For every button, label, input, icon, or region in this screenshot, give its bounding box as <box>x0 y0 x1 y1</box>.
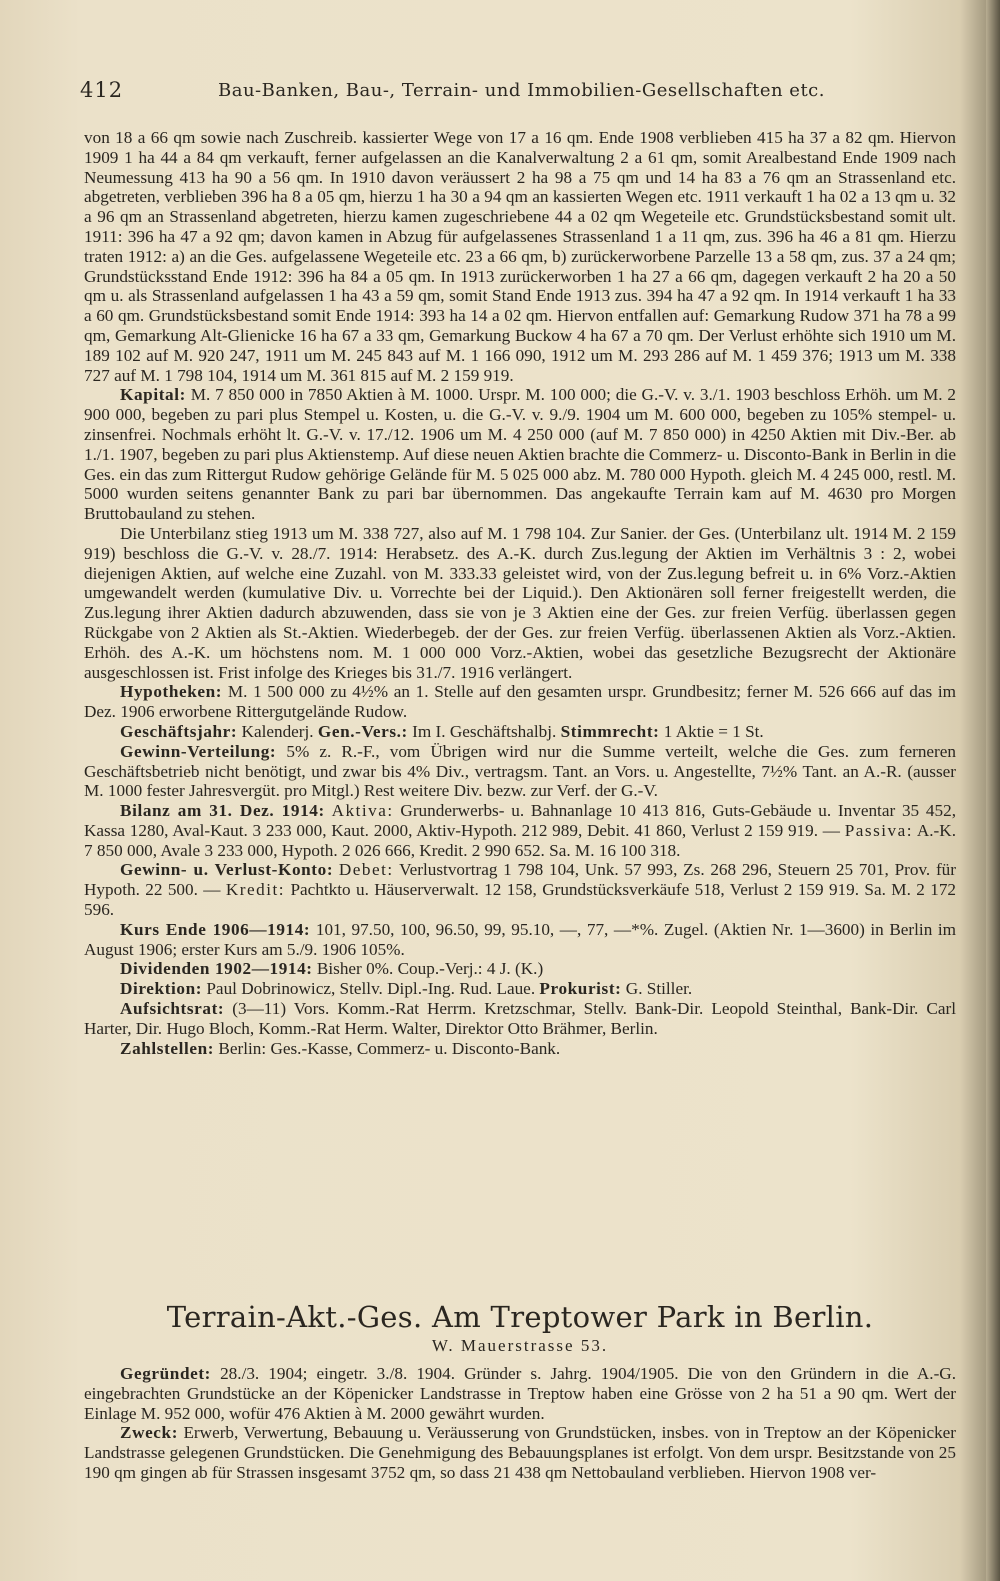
hypotheken-paragraph <box>84 682 956 722</box>
direktion-label: Direktion: <box>120 979 203 999</box>
section-address: W. Mauerstrasse 53. <box>431 1336 609 1355</box>
aufsichtsrat-paragraph <box>84 999 956 1039</box>
zweck-paragraph <box>84 1423 956 1482</box>
debet-text: Verlustvortrag 1 798 104, Unk. 57 993, Zs. 268 296, Steuern 25 701, Prov. für Hypoth. 22 500. — <box>84 860 956 900</box>
geschaeftsjahr-text: Kalenderj. <box>241 721 314 741</box>
gewinn-verteilung-label: Gewinn-Verteilung: <box>120 741 277 761</box>
aufsichtsrat-label: Aufsichtsrat: <box>120 999 225 1019</box>
kurs-paragraph <box>84 920 956 960</box>
dividenden-paragraph <box>84 959 956 979</box>
gewinn-verteilung-paragraph <box>84 742 956 801</box>
unterbilanz-paragraph: Die Unterbilanz stieg 1913 um M. 338 727, also auf M. 1 798 104. Zur Sanier. der Ges. (Unterbilanz ult. 1914 M. 2 159 919) beschloss die G.-V. v. 28./7. 1914: Herabsetz. des A.-K. durch Zus.legung der Aktien im Verhältnis 3 : 2, wobei diejenigen Aktien, auf welche eine Zuzahl. von M. 333.33 geleistet wird, von der Zus.legung befreit u. in 6% Vorz.-Aktien umgewandelt werden (kumulative Div. u. Vorrechte bei der Liquid.). Den Aktionären soll ferner freigestellt werden, die Zus.legung ihrer Aktien dadurch abzuwenden, dass sie von je 3 Aktien eine der Ges. zur freien Verfüg. überlassen gegen Rückgabe von 2 Aktien als St.-Aktien. Wiederbegeb. der der Ges. zur freien Verfüg. überlassenen Aktien als Vorz.-Aktien. Erhöh. des A.-K. um höchstens nom. M. 1 000 000 Vorz.-Aktien, wobei das gesetzliche Bezugsrecht der Aktionäre ausgeschlossen ist. Frist infolge des Krieges bis 31./7. 1916 verlängert. <box>84 523 956 682</box>
kurs-text: 101, 97.50, 100, 96.50, 99, 95.10, —, 77, —*%. Zugel. (Aktien Nr. 1—3600) in Berlin im August 1906; erster Kurs am 5./9. 1906 105%. <box>84 919 957 959</box>
dividenden-label: Dividenden 1902—1914: <box>120 959 313 979</box>
direktion-text: Paul Dobrinowicz, Stellv. Dipl.-Ing. Rud. Laue. <box>206 979 536 999</box>
gen-vers-text: Im I. Geschäftshalbj. <box>412 721 557 741</box>
kapital-paragraph <box>84 385 956 524</box>
gegruendet-text: 28./3. 1904; eingetr. 3./8. 1904. Gründer s. Jahrg. 1904/1905. Die von den Gründern in die A.-G. eingebrachten Grundstücke an der Köpenicker Landstrasse in Treptow haben eine Grösse von 2 ha 51 a 90 qm. Wert der Einlage M. 952 000, wofür 476 Aktien à M. 2000 gewährt wurden. <box>84 1364 957 1423</box>
gen-vers-label: Gen.-Vers.: <box>317 721 408 741</box>
debet-label: Debet: <box>338 860 394 880</box>
gewinn-verlust-paragraph <box>84 860 956 919</box>
running-head: Bau-Banken, Bau-, Terrain- und Immobilien-Gesellschaften etc. <box>218 80 825 101</box>
bilanz-paragraph <box>84 801 956 860</box>
page-number: 412 <box>80 78 124 102</box>
hypotheken-text: M. 1 500 000 zu 4½% an 1. Stelle auf den gesamten urspr. Grundbesitz; ferner M. 526 666 auf das im Dez. 1906 erworbene Rittergutgelände Rudow. <box>84 682 956 722</box>
gewinn-verteilung-text: 5% z. R.-F., vom Übrigen wird nur die Summe verteilt, welche die Ges. zum ferneren Geschäftsbetrieb nicht benötigt, und zwar bis 4% Div., vertragsm. Tant. an Vors. u. Angestellte, 7½% Tant. an A.-R. (ausser M. 1000 fester Jahresvergüt. pro Mitgl.) Rest weitere Div. bezw. zur Verf. der G.-V. <box>84 741 957 801</box>
zweck-label: Zweck: <box>120 1423 179 1443</box>
book-binding-edge <box>986 0 1000 1581</box>
dividenden-text: Bisher 0%. Coup.-Verj.: 4 J. (K.) <box>316 959 544 979</box>
kredit-label: Kredit: <box>225 880 286 900</box>
geschaeftsjahr-label: Geschäftsjahr: <box>120 721 238 741</box>
gegruendet-label: Gegründet: <box>120 1364 211 1383</box>
zahlstellen-text: Berlin: Ges.-Kasse, Commerz- u. Disconto-Bank. <box>218 1038 561 1058</box>
prokurist-label: Prokurist: <box>539 979 622 999</box>
geschaeftsjahr-paragraph <box>84 722 956 742</box>
main-text <box>84 128 956 1058</box>
aktiva-label: Aktiva: <box>331 801 394 821</box>
prokurist-text: G. Stiller. <box>625 979 693 999</box>
kredit-text: Pachtkto u. Häuserverwalt. 12 158, Grundstücksverkäufe 518, Verlust 2 159 919. Sa. M. 2 172 596. <box>84 880 957 920</box>
section-text <box>84 1364 956 1483</box>
kapital-text: M. 7 850 000 in 7850 Aktien à M. 1000. Urspr. M. 100 000; die G.-V. v. 3./1. 1903 beschloss Erhöh. um M. 2 900 000, begeben zu pari plus Stempel u. Kosten, u. die G.-V. v. 9./9. 1904 um M. 600 000, begeben zu 105% stempel- u. zinsenfrei. Nochmals erhöht lt. G.-V. v. 17./12. 1906 um M. 4 250 000 (auf M. 7 850 000) in 4250 Aktien mit Div.-Ber. ab 1./1. 1907, begeben zu pari plus Aktienstemp. Auf diese neuen Aktien brachte die Commerz- u. Disconto-Bank in Berlin in die Ges. ein das zum Rittergut Rudow gehörige Gelände für M. 5 025 000 abz. M. 780 000 Hypoth. gleich M. 4 245 000, restl. M. 5000 wurden seitens genannter Bank zu pari bar übernommen. Das angekaufte Terrain kam auf M. 4630 pro Morgen Bruttobauland zu stehen. <box>84 385 957 524</box>
section-title: Terrain-Akt.-Ges. Am Treptower Park in Berlin. <box>166 1300 874 1334</box>
bilanz-label: Bilanz am 31. Dez. 1914: <box>120 801 325 821</box>
kapital-label: Kapital: <box>120 385 186 405</box>
passiva-label: Passiva: <box>844 820 914 840</box>
passiva-text: A.-K. 7 850 000, Avale 3 233 000, Hypoth. 2 026 666, Kredit. 2 990 652. Sa. M. 16 100 318. <box>84 820 956 860</box>
zweck-text: Erwerb, Verwertung, Bebauung u. Veräusserung von Grundstücken, insbes. von in Treptow an der Köpenicker Landstrasse gelegenen Grundstücken. Die Genehmigung des Bebauungsplanes ist erfolgt. Von dem urspr. Besitzstande von 25 190 qm gingen ab für Strassen insgesamt 3752 qm, so dass 21 438 qm Nettobauland verblieben. Hiervon 1908 ver- <box>84 1423 957 1482</box>
kurs-label: Kurs Ende 1906—1914: <box>120 919 311 939</box>
intro-paragraph: von 18 a 66 qm sowie nach Zuschreib. kassierter Wege von 17 a 16 qm. Ende 1908 verblieben 415 ha 37 a 82 qm. Hiervon 1909 1 ha 44 a 84 qm verkauft, ferner aufgelassen an die Kanalverwaltung 2 a 61 qm, somit Arealbestand Ende 1909 nach Neumessung 413 ha 90 a 56 qm. In 1910 davon veräussert 2 ha 98 a 75 qm und 14 ha 83 a 76 qm an Strassenland etc. abgetreten, verblieben 396 ha 8 a 05 qm, hierzu 1 ha 30 a 94 qm an kassierten Wegen etc. 1911 verkauft 1 ha 02 a 13 qm u. 32 a 96 qm an Strassenland abgetreten, hierzu kamen zugeschriebene 44 a 02 qm Wegeteile etc. Grundstücksbestand somit ult. 1911: 396 ha 47 a 92 qm; davon kamen in Abzug für aufgelassenes Strassenland 1 a 11 qm, zus. 396 ha 46 a 81 qm. Hierzu traten 1912: a) an die Ges. aufgelassene Wegeteile etc. 23 a 66 qm, b) zurückerworbene Parzelle 13 a 58 qm, zus. 37 a 24 qm; Grundstücksstand Ende 1912: 396 ha 84 a 05 qm. In 1913 zurückerworben 1 ha 27 a 66 qm, dagegen verkauft 2 ha 20 a 50 qm u. als Strassenland aufgelassen 1 ha 43 a 59 qm, somit Stand Ende 1913 zus. 394 ha 47 a 92 qm. In 1914 verkauft 1 ha 33 a 60 qm. Grundstücksbestand somit Ende 1914: 393 ha 14 a 02 qm. Hiervon entfallen auf: Gemarkung Rudow 371 ha 78 a 99 qm, Gemarkung Alt-Glienicke 16 ha 67 a 33 qm, Gemarkung Buckow 4 ha 67 a 70 qm. Der Verlust erhöhte sich 1910 um M. 189 102 auf M. 920 247, 1911 um M. 245 843 auf M. 1 166 090, 1912 um M. 293 286 auf M. 1 459 376; 1913 um M. 338 727 auf M. 1 798 104, 1914 um M. 361 815 auf M. 2 159 919. <box>84 128 956 385</box>
aktiva-text: Grunderwerbs- u. Bahnanlage 10 413 816, Guts-Gebäude u. Inventar 35 452, Kassa 1280, Aval-Kaut. 3 233 000, Kaut. 2000, Aktiv-Hypoth. 212 989, Debit. 41 860, Verlust 2 159 919. — <box>84 801 957 840</box>
stimmrecht-label: Stimmrecht: <box>560 721 660 741</box>
hypotheken-label: Hypotheken: <box>120 682 223 702</box>
stimmrecht-text: 1 Aktie = 1 St. <box>663 721 764 741</box>
direktion-paragraph <box>84 979 956 999</box>
zahlstellen-label: Zahlstellen: <box>120 1038 215 1058</box>
page-header <box>80 78 900 106</box>
gewinn-verlust-label: Gewinn- u. Verlust-Konto: <box>120 860 334 880</box>
aufsichtsrat-text: (3—11) Vors. Komm.-Rat Herrm. Kretzschmar, Stellv. Bank-Dir. Leopold Steinthal, Bank-Dir. Carl Harter, Dir. Hugo Bloch, Komm.-Rat Herm. Walter, Direktor Otto Brähmer, Berlin. <box>84 999 956 1038</box>
gegruendet-paragraph <box>84 1364 956 1423</box>
zahlstellen-paragraph <box>84 1039 956 1059</box>
